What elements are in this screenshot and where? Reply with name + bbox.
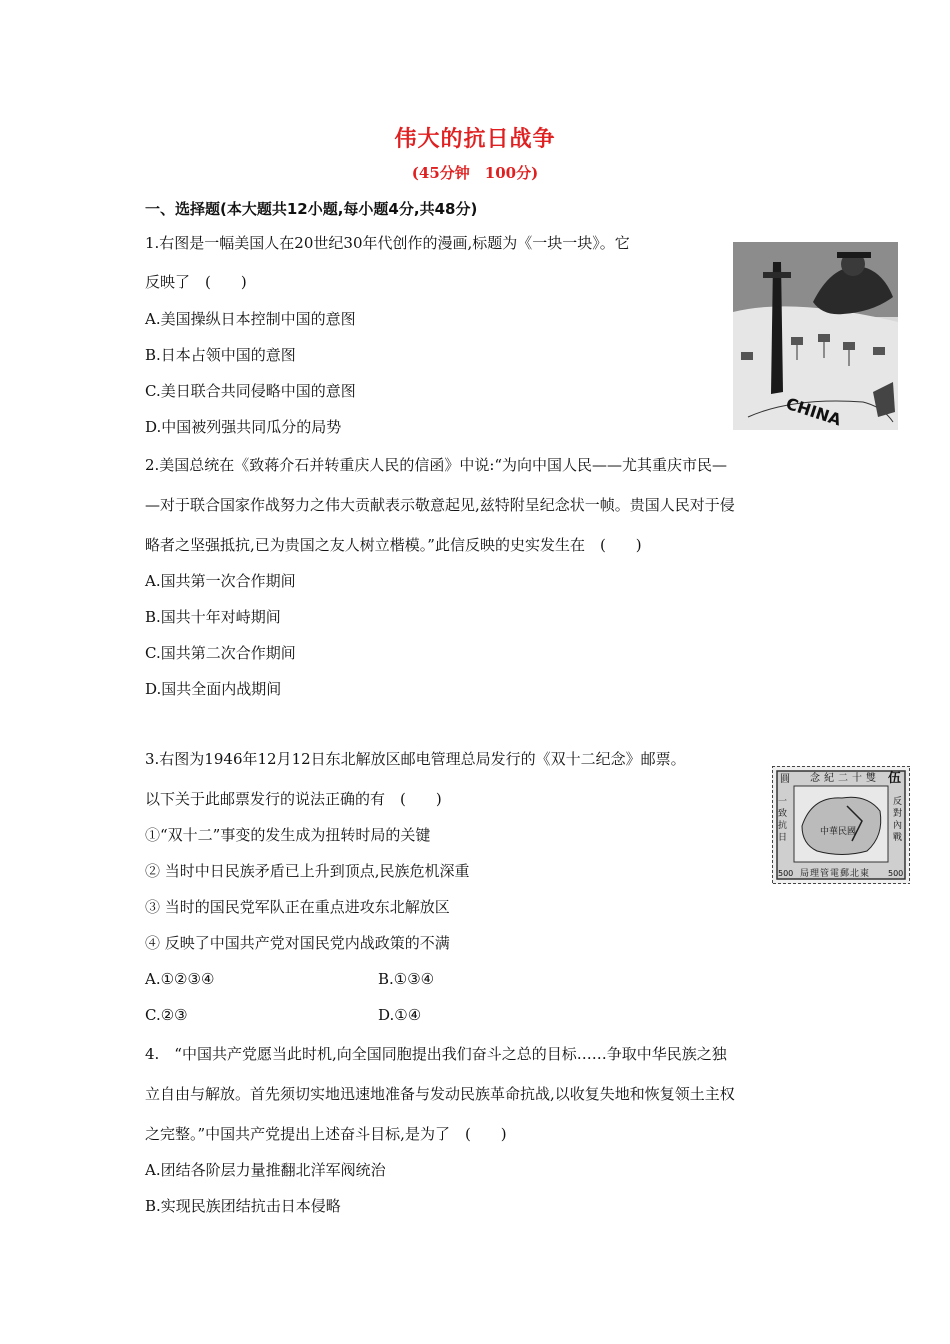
q1-option-d: D.中国被列强共同瓜分的局势: [145, 418, 342, 436]
q3-option-d: D.①④: [378, 1006, 422, 1024]
q1-option-b: B.日本占领中国的意图: [145, 346, 296, 364]
q2-option-b: B.国共十年对峙期间: [145, 608, 281, 626]
page-subtitle: (45分钟 100分): [411, 164, 539, 182]
q3-stem-line2: 以下关于此邮票发行的说法正确的有 ( ): [145, 790, 442, 808]
stamp-corner-text: 伍: [888, 771, 902, 786]
q2-option-c: C.国共第二次合作期间: [145, 644, 296, 662]
q1-stem-line2: 反映了 ( ): [145, 273, 247, 291]
q3-statement-4: ④ 反映了中国共产党对国民党内战政策的不满: [145, 934, 450, 952]
stamp-left-text: 一致抗日: [776, 796, 786, 844]
q3-statement-2: ② 当时中日民族矛盾已上升到顶点,民族危机深重: [145, 862, 470, 880]
q2-stem-line3: 略者之坚强抵抗,已为贵国之友人树立楷模。”此信反映的史实发生在 ( ): [145, 536, 642, 554]
page-title: 伟大的抗日战争: [394, 127, 556, 152]
q3-option-b: B.①③④: [378, 970, 435, 988]
q3-statement-1: ①“双十二”事变的发生成为扭转时局的关键: [145, 826, 431, 844]
q4-stem-line3: 之完整。”中国共产党提出上述奋斗目标,是为了 ( ): [145, 1125, 507, 1143]
cartoon-image: [733, 242, 898, 430]
q3-statement-3: ③ 当时的国民党军队正在重点进攻东北解放区: [145, 898, 450, 916]
stamp-corner-left-text: 圓: [780, 774, 790, 785]
stamp-top-text: 念紀二十雙: [810, 773, 880, 784]
q2-stem-line1: 2.美国总统在《致蒋介石并转重庆人民的信函》中说:“为向中国人民——尤其重庆市民—: [145, 456, 728, 474]
stamp-bottom-text: 局理管電郵北東: [800, 869, 871, 879]
q3-stem-line1: 3.右图为1946年12月12日东北解放区邮电管理总局发行的《双十二纪念》邮票。: [145, 750, 686, 768]
q1-option-a: A.美国操纵日本控制中国的意图: [145, 310, 356, 328]
q4-stem-line1: 4. “中国共产党愿当此时机,向全国同胞提出我们奋斗之总的目标……争取中华民族之独: [145, 1045, 727, 1063]
q3-option-c: C.②③: [145, 1006, 188, 1024]
q3-option-a: A.①②③④: [145, 970, 215, 988]
q1-stem-line1: 1.右图是一幅美国人在20世纪30年代创作的漫画,标题为《一块一块》。它: [145, 234, 630, 252]
section-heading: 一、选择题(本大题共12小题,每小题4分,共48分): [145, 200, 478, 218]
q4-option-b: B.实现民族团结抗击日本侵略: [145, 1197, 341, 1215]
q1-option-c: C.美日联合共同侵略中国的意图: [145, 382, 356, 400]
q2-stem-line2: —对于联合国家作战努力之伟大贡献表示敬意起见,兹特附呈纪念状一帧。贵国人民对于侵: [145, 496, 735, 514]
stamp-value-right: 500: [888, 869, 904, 878]
stamp-center-text: 中華民國: [820, 827, 857, 837]
q4-option-a: A.团结各阶层力量推翻北洋军阀统治: [145, 1161, 386, 1179]
stamp-image: [772, 766, 910, 884]
q2-option-d: D.国共全面内战期间: [145, 680, 282, 698]
stamp-right-text: 反對內戰: [891, 796, 901, 844]
q2-option-a: A.国共第一次合作期间: [145, 572, 296, 590]
stamp-value-left: 500: [778, 869, 794, 878]
q4-stem-line2: 立自由与解放。首先须切实地迅速地准备与发动民族革命抗战,以收复失地和恢复领土主权: [145, 1085, 735, 1103]
cartoon-label: CHINA: [783, 393, 844, 430]
